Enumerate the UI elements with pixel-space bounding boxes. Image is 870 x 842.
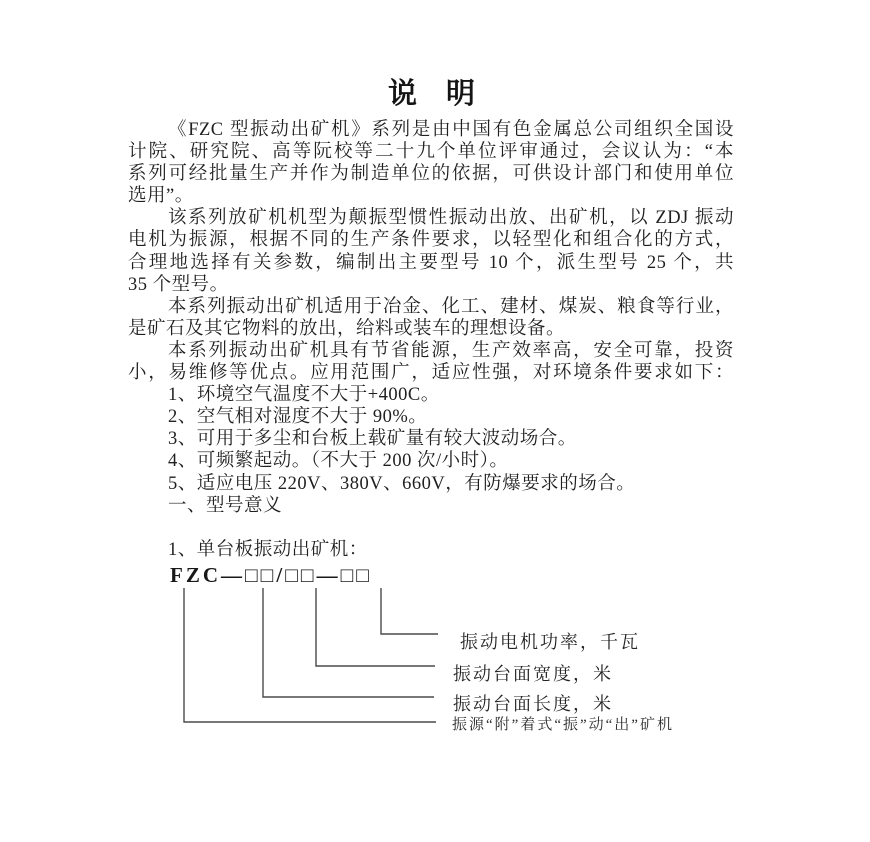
callout-line-source <box>184 588 436 722</box>
body-text <box>128 119 734 587</box>
diagram-label-power: 振动电机功率，千瓦 <box>460 632 640 652</box>
callout-line-power <box>381 588 438 634</box>
paragraph-line: 35 个型号。 <box>128 274 229 295</box>
list-item: 2、空气相对湿度不大于 90%。 <box>168 407 428 428</box>
paragraph-line: 本系列振动出矿机适用于冶金、化工、建材、煤炭、粮食等行业， <box>168 296 734 317</box>
paragraph-line: 《FZC 型振动出矿机》系列是由中国有色金属总公司组织全国设 <box>168 120 734 140</box>
list-item: 5、适应电压 220V、380V、660V，有防爆要求的场合。 <box>168 473 636 494</box>
list-item: 1、环境空气温度不大于+400C。 <box>168 385 440 406</box>
paragraph-line: 小，易维修等优点。应用范围广，适应性强，对环境条件要求如下： <box>128 363 734 384</box>
callout-line-length <box>263 588 434 697</box>
model-formula: FZC—□□/□□—□□ <box>170 562 372 587</box>
paragraph-line: 计院、研究院、高等阮校等二十九个单位评审通过，会议认为：“本 <box>128 142 734 163</box>
diagram-label-width: 振动台面宽度，米 <box>453 664 613 684</box>
paragraph-line: 电机为振源，根据不同的生产条件要求，以轻型化和组合化的方式， <box>128 230 734 251</box>
paragraph-line: 是矿石及其它物料的放出，给料或装车的理想设备。 <box>128 318 566 339</box>
subsection-heading: 1、单台板振动出矿机： <box>168 539 368 560</box>
callout-line-width <box>316 588 435 666</box>
paragraph-line: 合理地选择有关参数，编制出主要型号 10 个，派生型号 25 个，共 <box>128 252 734 273</box>
diagram-label-length: 振动台面长度，米 <box>453 694 613 714</box>
list-item: 4、可频繁起动。（不大于 200 次/小时）。 <box>168 451 509 472</box>
paragraph-line: 本系列振动出矿机具有节省能源，生产效率高，安全可靠，投资 <box>168 340 734 361</box>
paragraph-line: 选用”。 <box>128 186 194 207</box>
paragraph-line: 系列可经批量生产并作为制造单位的依据，可供设计部门和使用单位 <box>128 164 734 185</box>
section-heading: 一、型号意义 <box>168 495 283 516</box>
list-item: 3、可用于多尘和台板上载矿量有较大波动场合。 <box>168 429 577 450</box>
paragraph-line: 该系列放矿机机型为颠振型惯性振动出放、出矿机，以 ZDJ 振动 <box>168 208 734 229</box>
diagram-label-source: 振源“附”着式“振”动“出”矿机 <box>452 717 674 733</box>
page-title: 说 明 <box>387 76 475 110</box>
